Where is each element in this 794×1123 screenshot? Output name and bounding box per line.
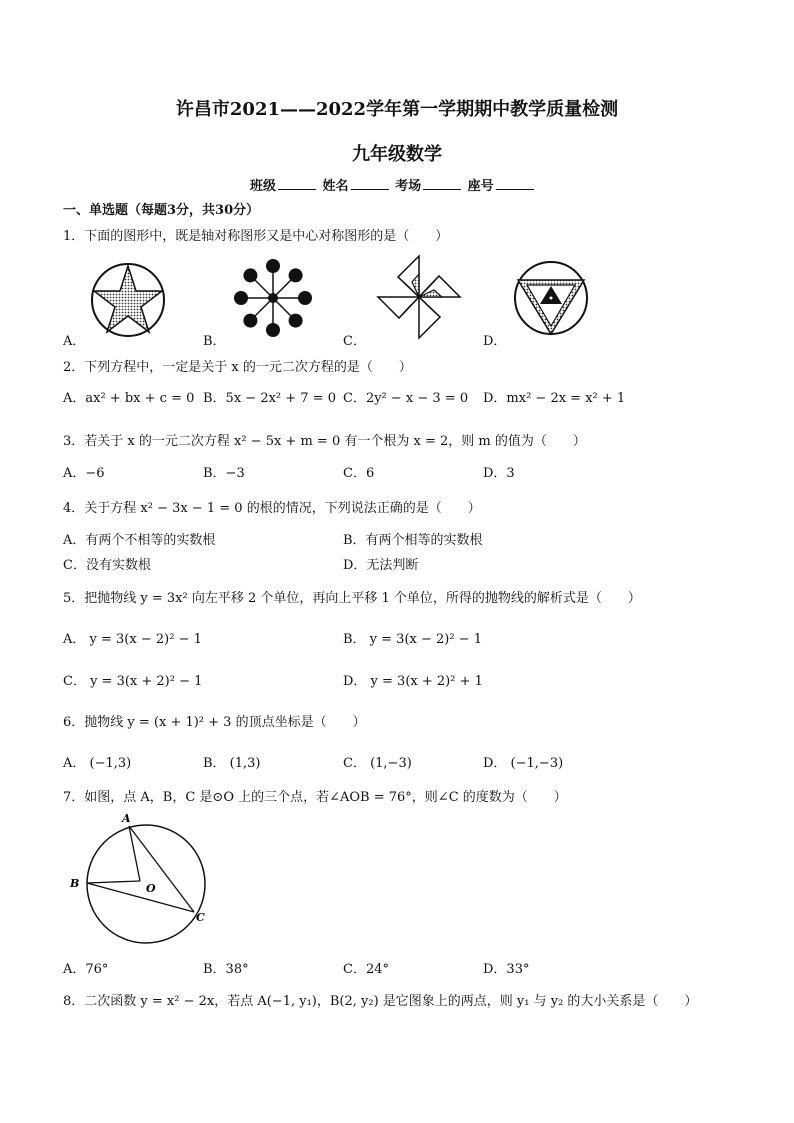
field-room: 考场 bbox=[395, 179, 422, 194]
q7-stem: 7．如图，点 A，B，C 是⊙O 上的三个点，若∠AOB = 76°，则∠C 的度数为（ ） bbox=[63, 790, 567, 805]
q1-option-b[interactable]: B． bbox=[203, 334, 226, 349]
triangle-in-circle-figure bbox=[511, 258, 591, 338]
q7-option-b[interactable]: B．38° bbox=[203, 962, 249, 977]
field-class: 班级 bbox=[250, 179, 277, 194]
q2-option-a[interactable]: A．ax² + bx + c = 0 bbox=[63, 391, 195, 406]
q1-option-a[interactable]: A． bbox=[63, 334, 86, 349]
q7-option-d[interactable]: D．33° bbox=[483, 962, 530, 977]
q8-stem: 8．二次函数 y = x² − 2x，若点 A(−1, y₁)，B(2, y₂) 是它图象上的两点，则 y₁ 与 y₂ 的大小关系是（ ） bbox=[63, 994, 698, 1009]
q7-option-c[interactable]: C．24° bbox=[343, 962, 389, 977]
q1-option-c[interactable]: C． bbox=[343, 334, 366, 349]
point-a-label: A bbox=[122, 812, 131, 825]
field-name: 姓名 bbox=[322, 179, 349, 194]
q6-option-b[interactable]: B． (1,3) bbox=[203, 756, 261, 771]
q3-option-a[interactable]: A．−6 bbox=[63, 466, 105, 481]
q4-option-c[interactable]: C．没有实数根 bbox=[63, 558, 151, 573]
q5-option-c[interactable]: C． y = 3(x + 2)² − 1 bbox=[63, 674, 203, 689]
q4-option-a[interactable]: A．有两个不相等的实数根 bbox=[63, 533, 216, 548]
q1-option-d[interactable]: D． bbox=[483, 334, 507, 349]
field-seat: 座号 bbox=[467, 179, 494, 194]
class-blank[interactable] bbox=[278, 177, 316, 190]
q1-stem: 1．下面的图形中，既是轴对称图形又是中心对称图形的是（ ） bbox=[63, 229, 449, 244]
name-blank[interactable] bbox=[351, 177, 389, 190]
q2-option-c[interactable]: C．2y² − x − 3 = 0 bbox=[343, 391, 469, 406]
star-in-circle-figure bbox=[88, 260, 168, 340]
q5-stem: 5．把抛物线 y = 3x² 向左平移 2 个单位，再向上平移 1 个单位，所得的抛物线的解析式是（ ） bbox=[63, 591, 641, 606]
q4-stem: 4．关于方程 x² − 3x − 1 = 0 的根的情况，下列说法正确的是（ ） bbox=[63, 501, 481, 516]
q3-option-b[interactable]: B．−3 bbox=[203, 466, 245, 481]
q6-option-c[interactable]: C． (1,−3) bbox=[343, 756, 412, 771]
q3-option-c[interactable]: C．6 bbox=[343, 466, 375, 481]
point-c-label: C bbox=[196, 911, 205, 924]
student-info-line bbox=[250, 175, 536, 194]
q5-option-a[interactable]: A． y = 3(x − 2)² − 1 bbox=[63, 632, 202, 647]
point-b-label: B bbox=[70, 877, 80, 890]
q6-stem: 6．抛物线 y = (x + 1)² + 3 的顶点坐标是（ ） bbox=[63, 715, 366, 730]
q2-stem: 2．下列方程中，一定是关于 x 的一元二次方程的是（ ） bbox=[63, 360, 412, 375]
circle-angle-figure bbox=[64, 808, 224, 948]
q2-option-b[interactable]: B．5x − 2x² + 7 = 0 bbox=[203, 391, 336, 406]
room-blank[interactable] bbox=[423, 177, 461, 190]
q6-option-d[interactable]: D． (−1,−3) bbox=[483, 756, 564, 771]
point-o-label: O bbox=[146, 882, 156, 895]
q5-option-d[interactable]: D． y = 3(x + 2)² + 1 bbox=[343, 674, 483, 689]
exam-subtitle: 九年级数学 bbox=[352, 144, 442, 165]
q2-option-d[interactable]: D．mx² − 2x = x² + 1 bbox=[483, 391, 626, 406]
q3-stem: 3．若关于 x 的一元二次方程 x² − 5x + m = 0 有一个根为 x = 2，则 m 的值为（ ） bbox=[63, 434, 586, 449]
q4-option-b[interactable]: B．有两个相等的实数根 bbox=[343, 533, 483, 548]
pinwheel-figure bbox=[372, 252, 466, 342]
circle-flower-figure bbox=[231, 256, 315, 340]
q3-option-d[interactable]: D．3 bbox=[483, 466, 515, 481]
q6-option-a[interactable]: A． (−1,3) bbox=[63, 756, 132, 771]
seat-blank[interactable] bbox=[496, 177, 534, 190]
q5-option-b[interactable]: B． y = 3(x − 2)² − 1 bbox=[343, 632, 483, 647]
section-single-choice: 一、单选题（每题3分，共30分） bbox=[63, 203, 260, 218]
q4-option-d[interactable]: D．无法判断 bbox=[343, 558, 419, 573]
q7-option-a[interactable]: A．76° bbox=[63, 962, 109, 977]
exam-title: 许昌市2021——2022学年第一学期期中教学质量检测 bbox=[175, 99, 619, 120]
